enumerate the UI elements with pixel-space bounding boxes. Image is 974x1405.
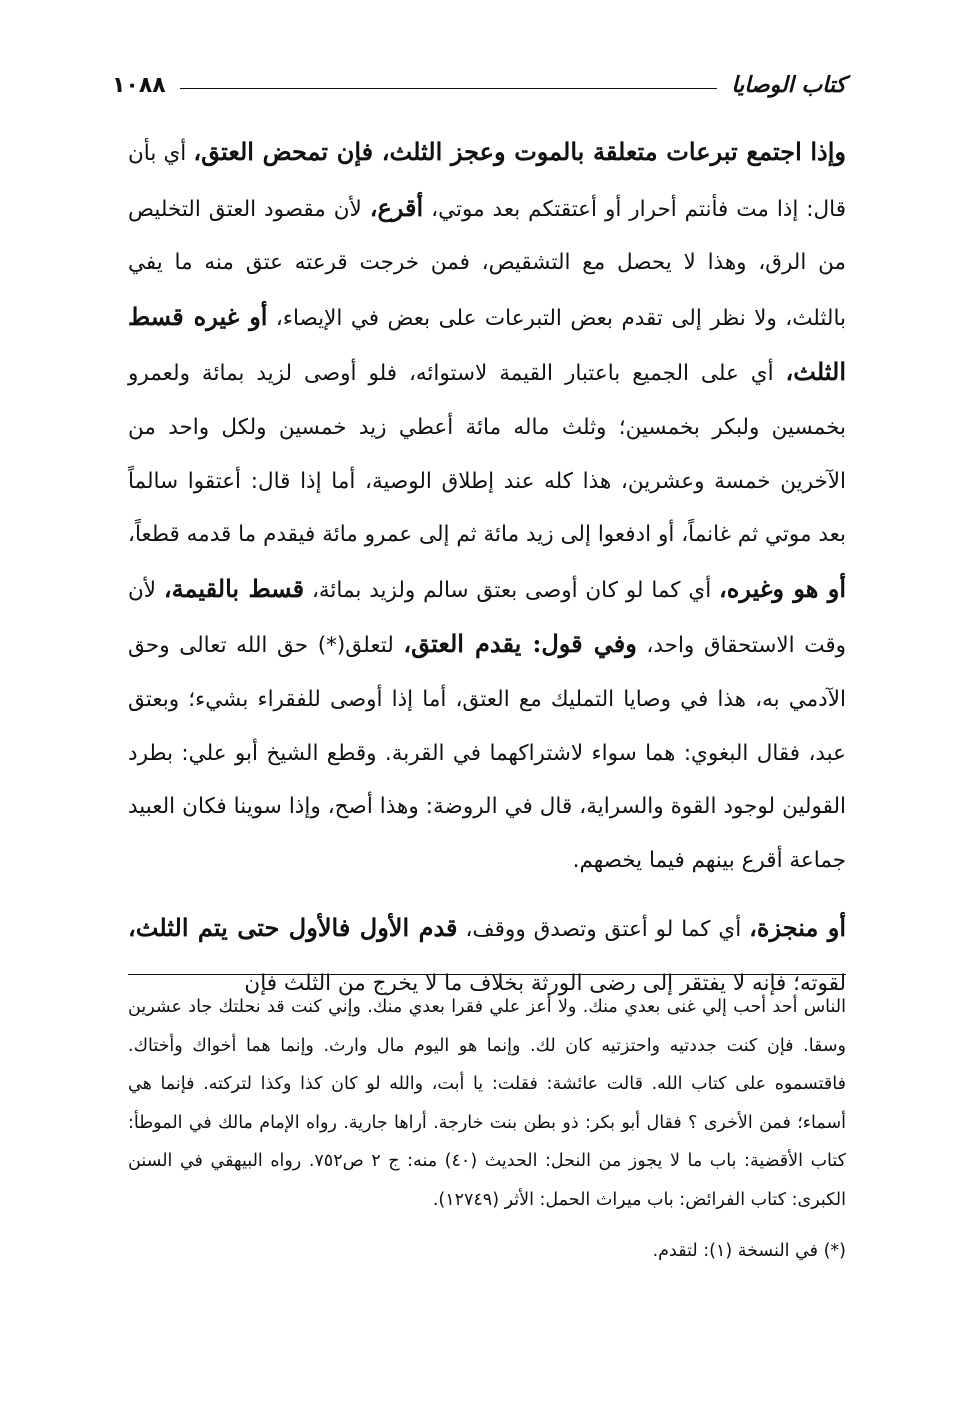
footnotes [128,988,846,1270]
footnote-continuation: الناس أحد أحب إلي غنى بعدي منك. ولا أعز علي فقرا بعدي منك. وإني كنت قد نحلتك جاد عشرين وسقا. فإن كنت جددتيه واحتزتيه كان لك. وإنما هو اليوم مال وارث. وإنما هما أخواك وأختاك. فاقتسموه على كتاب الله. قالت عائشة: فقلت: يا أبت، والله لو كان كذا وكذا لتركته. فإنما هي أسماء؛ فمن الأخرى ؟ فقال أبو بكر: ذو بطن بنت خارجة. أراها جارية. رواه الإمام مالك في الموطأ: كتاب الأقضية: باب ما لا يجوز من النحل: الحديث (٤٠) منه: ج ٢ ص٧٥٢. رواه البيهقي في السنن الكبرى: كتاب الفرائض: باب ميراث الحمل: الأثر (١٢٧٤٩). [128,997,846,1210]
commentary-text: لأن وقت الاستحقاق واحد، [128,577,847,659]
footnote-separator [128,974,846,975]
commentary-text: أي كما لو كان أوصى بعتق سالم ولزيد بمائة، [304,577,720,603]
matn-text: وفي قول: يقدم العتق، [403,629,637,659]
matn-text: قدم الأول فالأول حتى يتم الثلث، [128,913,458,943]
page-number: ١٠٨٨ [112,72,166,98]
commentary-text: لأن مقصود العتق التخليص من الرق، وهذا لا يحصل مع التشقيص، فمن خرجت قرعته عتق منه ما يفي بالثلث، ولا نظر إلى تقدم بعض التبرعات على بعض في الإيصاء، [128,196,846,331]
running-header [112,68,846,102]
commentary-text: أي كما لو أعتق وتصدق ووقف، [457,917,750,943]
matn-text: أو منجزة، [749,913,847,943]
matn-text: أو هو وغيره، [719,573,847,603]
header-rule [180,88,718,89]
matn-text: وإذا اجتمع تبرعات متعلقة بالموت وعجز الثلث، فإن تمحض العتق، [193,137,846,166]
footnote-note: (*) في النسخة (١): لتقدم. [652,1240,846,1261]
commentary-text: أي بأن قال: إذا مت فأنتم أحرار أو أعتقتكم بعد موتي، [128,141,846,222]
main-text [128,125,846,1011]
main-paragraph [128,125,846,887]
book-title: كتاب الوصايا [731,72,846,98]
commentary-text: لتعلق(*) حق الله تعالى وحق الآدمي به، هذا في وصايا التمليك مع العتق، أما إذا أوصى للفقراء بشيء؛ وبعتق عبد، فقال البغوي: هما سواء لاشتراكهما في القربة. وقطع الشيخ أبو علي: بطرد القولين لوجود القوة والسراية، قال في الروضة: وهذا أصح، وإذا سوينا فكان العبيد جماعة أقرع بينهم فيما يخصهم. [128,633,846,873]
commentary-text: لقوته؛ فإنه لا يفتقر إلى رضى الورثة بخلاف ما لا يخرج من الثلث فإن [244,970,846,996]
matn-text: قسط بالقيمة، [163,573,305,603]
matn-text: أو غيره قسط الثلث، [128,301,846,387]
matn-text: أقرع، [369,192,424,222]
commentary-text: أي على الجميع باعتبار القيمة لاستوائه، فلو أوصى لزيد بمائة ولعمرو بخمسين ولبكر بخمسين؛ وثلث ماله مائة أعطي زيد خمسين ولكل واحد من الآخرين خمسة وعشرين، هذا كله عند إطلاق الوصية، أما إذا قال: أعتقوا سالماً بعد موتي ثم غانماً، أو ادفعوا إلى زيد مائة ثم إلى عمرو مائة فيقدم ما قدمه قطعاً، [128,361,846,548]
